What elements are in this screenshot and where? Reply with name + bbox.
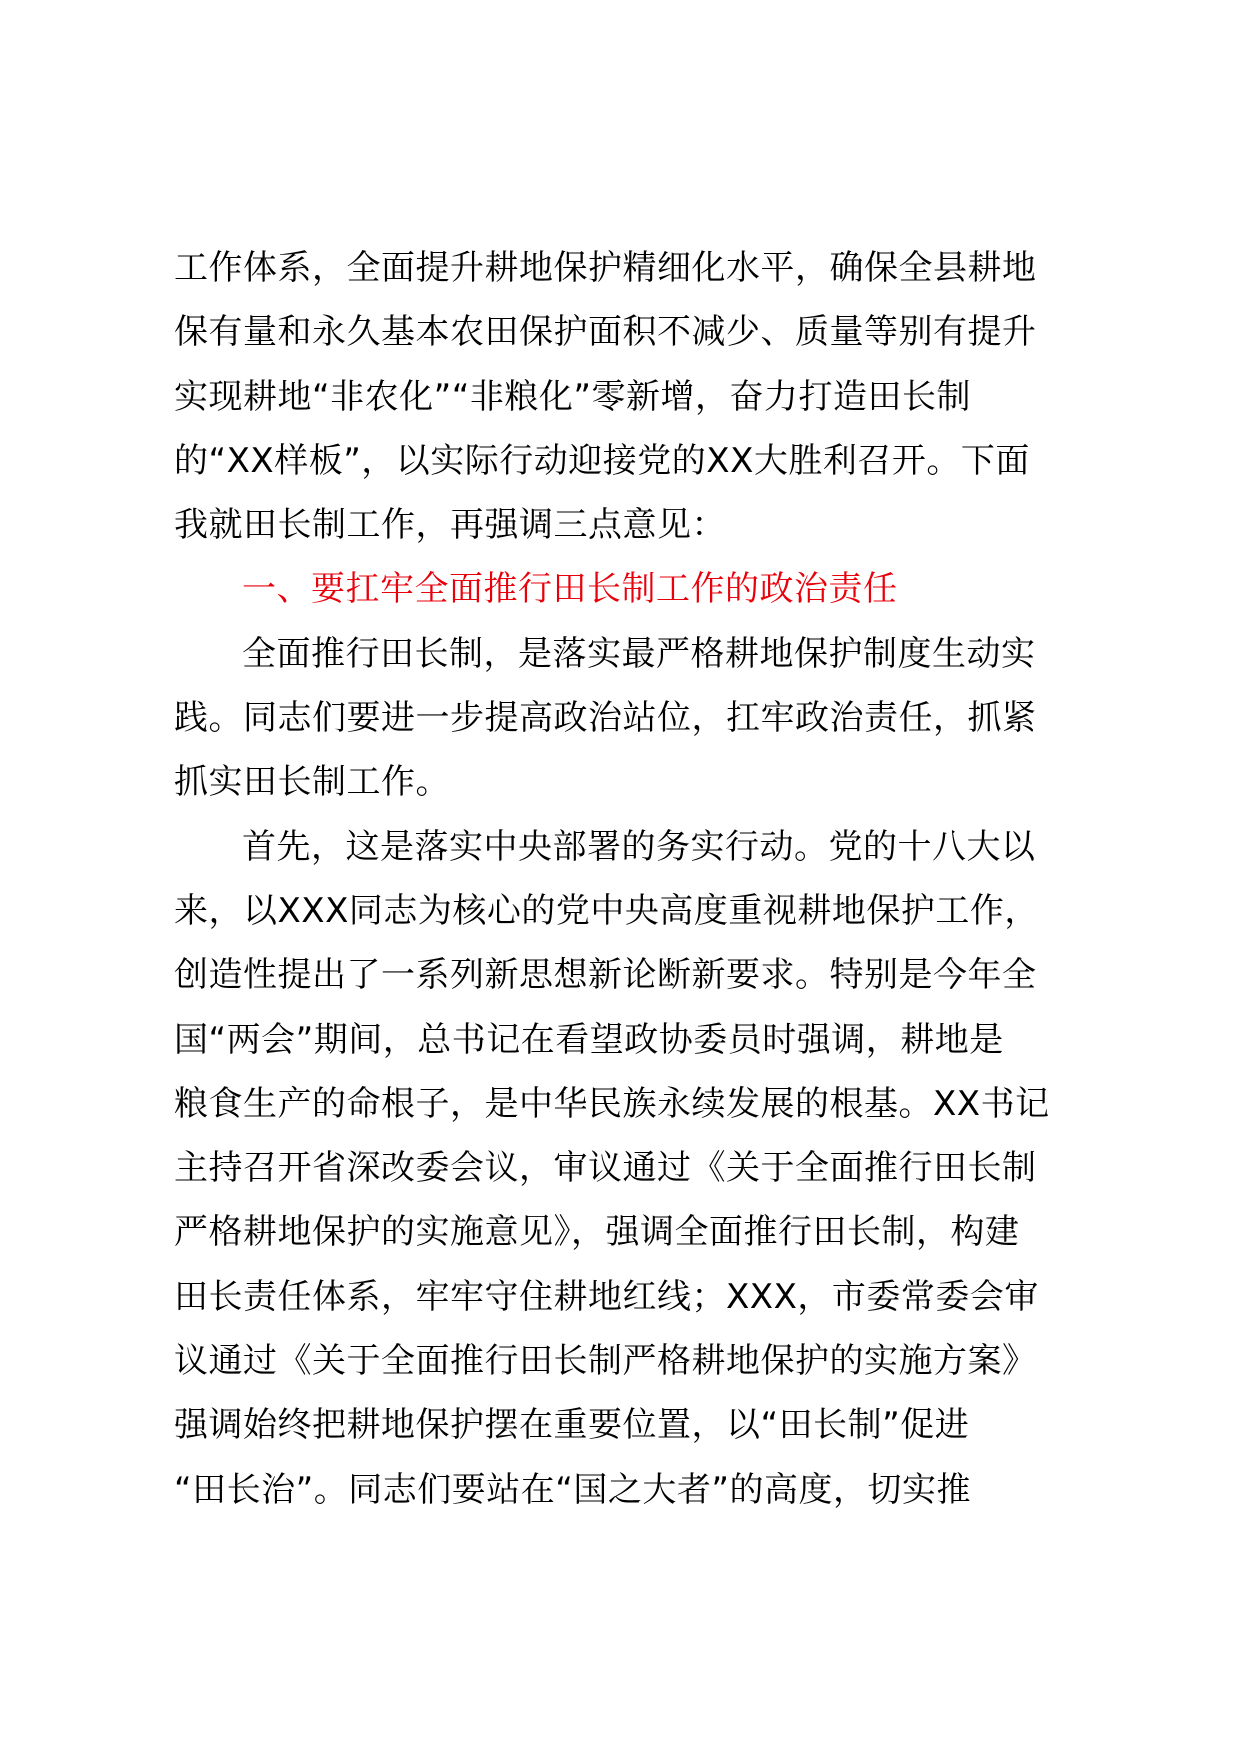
body-text-line: 主持召开省深改委会议，审议通过《关于全面推行田长制 (174, 1148, 1037, 1189)
body-text-line: 强调始终把耕地保护摆在重要位置，以“田长制”促进 (174, 1405, 970, 1446)
body-text-line: 创造性提出了一系列新思想新论断新要求。特别是今年全 (174, 955, 1037, 996)
document-page (174, 236, 1114, 1522)
body-text-line: 的“XX样板”，以实际行动迎接党的XX大胜利召开。下面 (174, 440, 1030, 481)
paragraph-first-line: 全面推行田长制，是落实最严格耕地保护制度生动实 (242, 633, 1036, 674)
paragraph-first-line: 首先，这是落实中央部署的务实行动。党的十八大以 (242, 826, 1036, 867)
body-text-line: 粮食生产的命根子，是中华民族永续发展的根基。XX书记 (174, 1083, 1050, 1124)
body-text-line: 严格耕地保护的实施意见》，强调全面推行田长制，构建 (174, 1212, 1020, 1253)
body-text-line: 实现耕地“非农化”“非粮化”零新增，奋力打造田长制 (174, 376, 971, 417)
body-text-line: 工作体系，全面提升耕地保护精细化水平，确保全县耕地 (174, 248, 1037, 288)
body-text-line: 来，以XXX同志为核心的党中央高度重视耕地保护工作， (174, 890, 1039, 931)
body-text-line: 保有量和永久基本农田保护面积不减少、质量等别有提升 (174, 312, 1037, 353)
body-text-line: 我就田长制工作，再强调三点意见： (174, 505, 726, 546)
body-text-line: 田长责任体系，牢牢守住耕地红线；XXX，市委常委会审 (174, 1276, 1039, 1317)
body-text-line: 议通过《关于全面推行田长制严格耕地保护的实施方案》 (174, 1341, 1037, 1382)
body-text-line: 抓实田长制工作。 (174, 762, 450, 803)
body-text-line: 国“两会”期间，总书记在看望政协委员时强调，耕地是 (174, 1019, 1004, 1060)
body-text-line: 践。同志们要进一步提高政治站位，扛牢政治责任，抓紧 (174, 698, 1037, 739)
body-text-line: “田长治”。同志们要站在“国之大者”的高度，切实推 (174, 1469, 971, 1510)
section-heading: 一、要扛牢全面推行田长制工作的政治责任 (242, 569, 898, 610)
